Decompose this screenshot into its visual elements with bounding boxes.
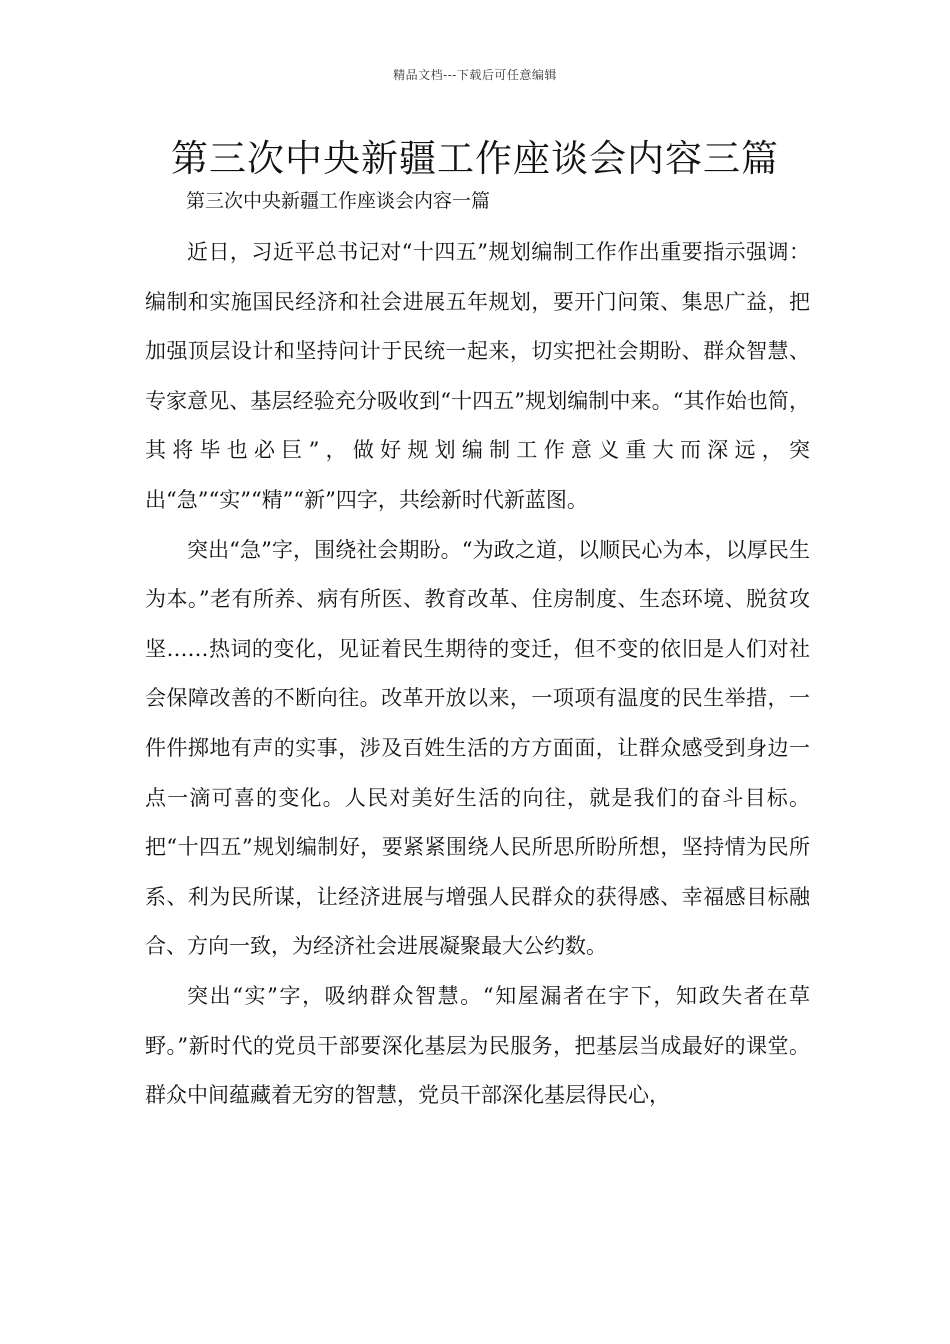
document-title: 第三次中央新疆工作座谈会内容三篇 [171,137,779,180]
document-body [145,228,810,1121]
header-note: 精品文档---下载后可任意编辑 [393,68,557,82]
paragraph: 突出“急”字，围绕社会期盼。“为政之道，以顺民心为本，以厚民生为本。”老有所养、病有所医、教育改革、住房制度、生态环境、脱贫攻坚……热词的变化，见证着民生期待的变迁，但不变的依旧是人们对社会保障改善的不断向往。改革开放以来，一项项有温度的民生举措，一件件掷地有声的实事，涉及百姓生活的方方面面，让群众感受到身边一点一滴可喜的变化。人民对美好生活的向往，就是我们的奋斗目标。把“十四五”规划编制好，要紧紧围绕人民所思所盼所想，坚持情为民所系、利为民所谋，让经济进展与增强人民群众的获得感、幸福感目标融合、方向一致，为经济社会进展凝聚最大公约数。 [145,537,810,959]
paragraph: 近日，习近平总书记对“十四五”规划编制工作作出重要指示强调：编制和实施国民经济和社会进展五年规划，要开门问策、集思广益，把加强顶层设计和坚持问计于民统一起来，切实把社会期盼、群众智慧、专家意见、基层经验充分吸收到“十四五”规划编制中来。“其作始也简，其将毕也必巨”，做好规划编制工作意义重大而深远，突出“急”“实”“精”“新”四字，共绘新时代新蓝图。 [145,240,810,512]
paragraph: 突出“实”字，吸纳群众智慧。“知屋漏者在宇下，知政失者在草野。”新时代的党员干部要深化基层为民服务，把基层当成最好的课堂。群众中间蕴藏着无穷的智慧，党员干部深化基层得民心， [145,983,810,1108]
document-subtitle: 第三次中央新疆工作座谈会内容一篇 [186,190,491,212]
